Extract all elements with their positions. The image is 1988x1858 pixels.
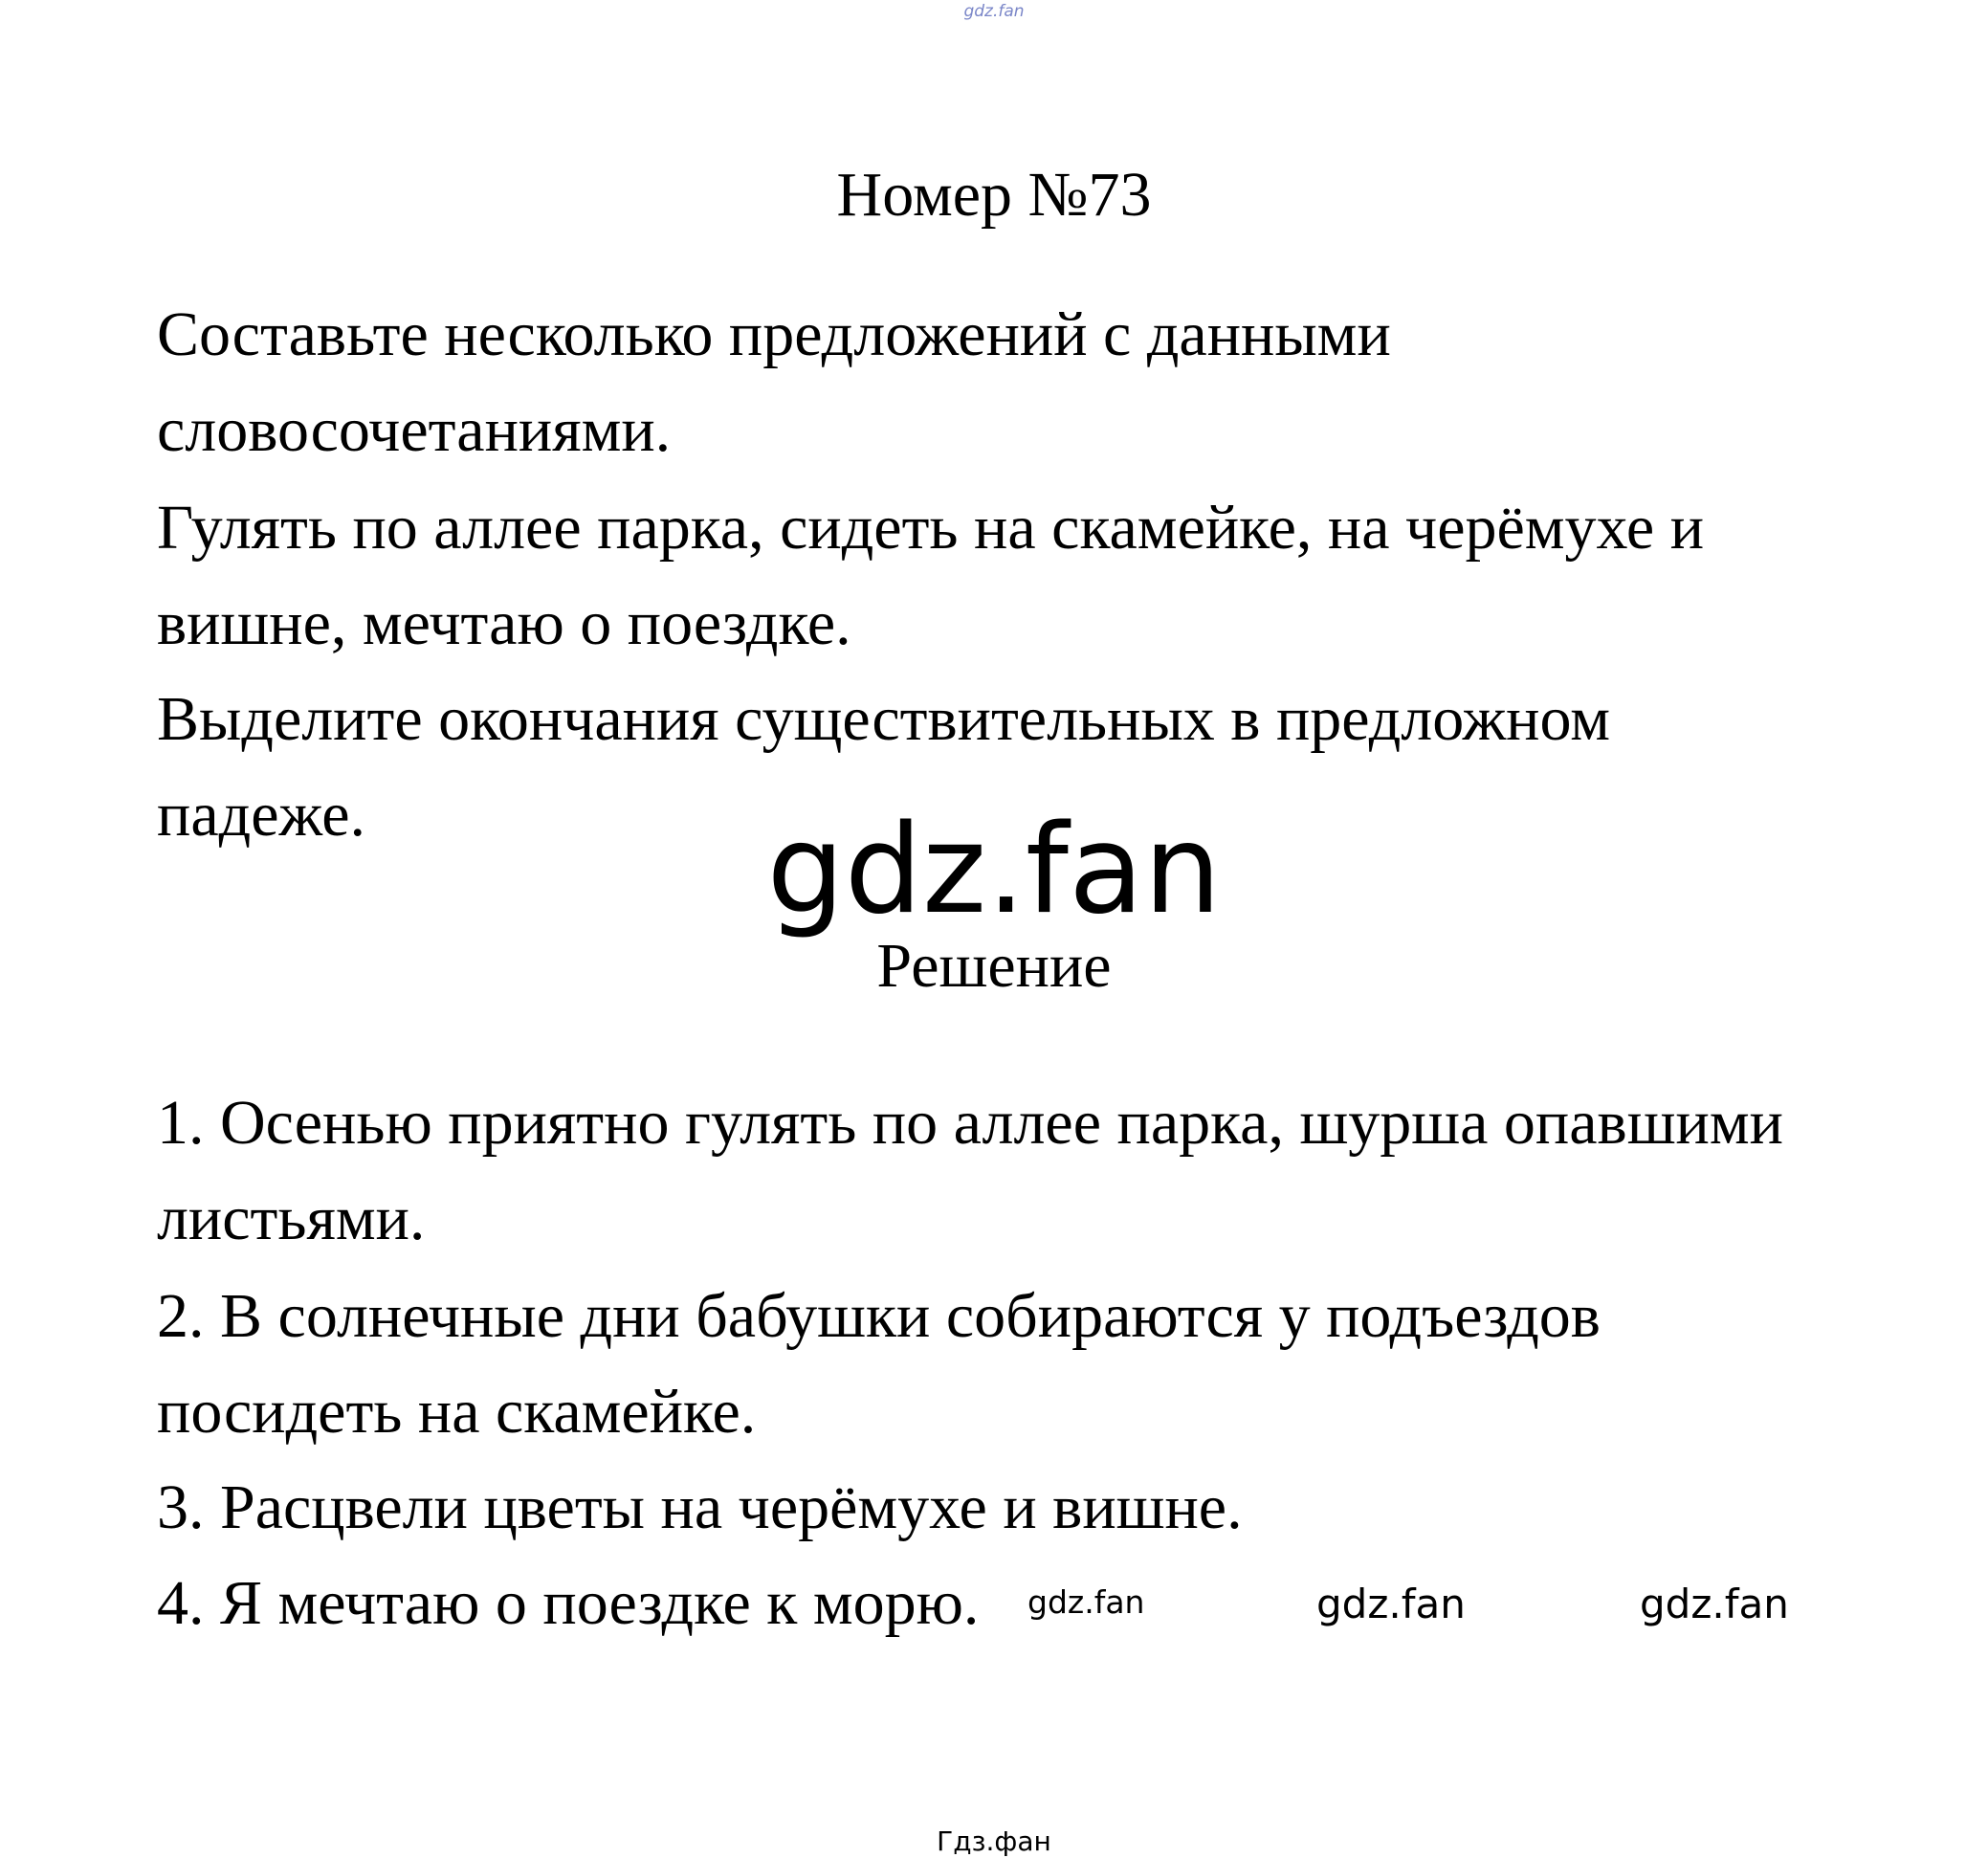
solution-line-2: листьями. [157,1183,426,1253]
task-line-6: падеже. [157,780,366,850]
task-line-5: Выделите окончания существительных в предложном [157,684,1610,754]
solution-line-6: 4. Я мечтаю о поездке к морю. [157,1568,980,1638]
solution-line-1: 1. Осенью приятно гулять по аллее парка, шурша опавшими [157,1088,1783,1158]
watermark-inline-3: gdz.fan [1640,1581,1789,1627]
task-line-3: Гулять по аллее парка, сидеть на скамейке, на черёмухе и [157,493,1705,563]
solution-line-5: 3. Расцвели цветы на черёмухе и вишне. [157,1472,1243,1542]
solution-heading: Решение [876,931,1112,1001]
footer-watermark: Гдз.фан [937,1825,1051,1857]
page-title: Номер №73 [836,160,1152,230]
solution-line-4: посидеть на скамейке. [157,1377,757,1447]
task-line-2: словосочетаниями. [157,395,672,465]
task-line-1: Составьте несколько предложений с данными [157,299,1391,369]
solution-line-3: 2. В солнечные дни бабушки собираются у подъездов [157,1281,1601,1351]
watermark-top: gdz.fan [963,2,1025,21]
watermark-big: gdz.fan [766,799,1222,941]
watermark-inline-1: gdz.fan [1027,1583,1145,1621]
watermark-inline-2: gdz.fan [1316,1581,1466,1627]
task-line-4: вишне, мечтаю о поездке. [157,588,851,658]
